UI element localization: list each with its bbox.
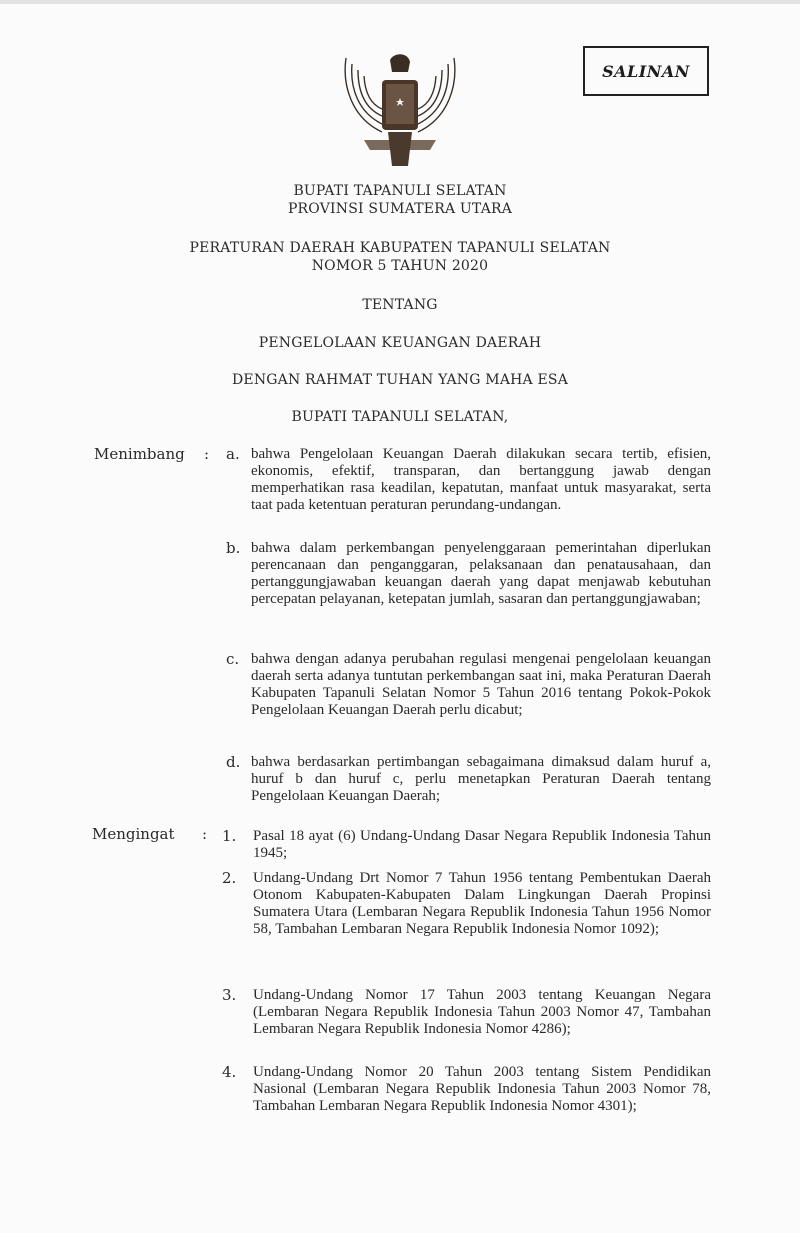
item-marker: d. [226, 753, 241, 771]
mengingat-item-1: Pasal 18 ayat (6) Undang-Undang Dasar Negara Republik Indonesia Tahun 1945; [253, 828, 711, 861]
menimbang-label: Menimbang [94, 445, 185, 463]
invocation: DENGAN RAHMAT TUHAN YANG MAHA ESA [231, 372, 569, 388]
issuer-province: PROVINSI SUMATERA UTARA [287, 201, 513, 217]
item-marker: b. [226, 539, 241, 557]
scan-edge [0, 0, 800, 4]
menimbang-item-c: bahwa dengan adanya perubahan regulasi mengenai pengelolaan keuangan daerah serta adanya tuntutan perkembangan saat ini, maka Peraturan Daerah Kabupaten Tapanuli Selatan Nomor 5 Tahun 2016 tentang Pokok-Pokok Pengelolaan Keuangan Daerah perlu dicabut; [251, 651, 711, 718]
regulation-title: PERATURAN DAERAH KABUPATEN TAPANULI SELATAN [189, 240, 611, 256]
about-heading: TENTANG [362, 297, 438, 313]
menimbang-colon: : [204, 445, 210, 463]
item-marker: 3. [222, 986, 237, 1004]
issuer-title: BUPATI TAPANULI SELATAN [293, 183, 507, 199]
item-marker: c. [226, 650, 240, 668]
mengingat-colon: : [202, 825, 208, 843]
item-marker: 4. [222, 1063, 237, 1081]
mengingat-item-2: Undang-Undang Drt Nomor 7 Tahun 1956 tentang Pembentukan Daerah Otonom Kabupaten-Kabupaten Dalam Lingkungan Daerah Propinsi Sumatera Utara (Lembaran Negara Republik Indonesia Tahun 1956 Nomor 58, Tambahan Lembaran Negara Republik Indonesia Nomor 1092); [253, 870, 711, 937]
menimbang-item-a: bahwa Pengelolaan Keuangan Daerah dilakukan secara tertib, efisien, ekonomis, efektif, transparan, dan bertanggung jawab dengan memperhatikan rasa keadilan, kepatutan, manfaat untuk masyarakat, serta taat pada ketentuan peraturan perundang-undangan. [251, 446, 711, 513]
authority-heading: BUPATI TAPANULI SELATAN, [291, 409, 509, 425]
garuda-emblem-icon [338, 46, 462, 174]
item-marker: a. [226, 445, 240, 463]
salinan-stamp: SALINAN [583, 46, 709, 96]
mengingat-item-3: Undang-Undang Nomor 17 Tahun 2003 tentang Keuangan Negara (Lembaran Negara Republik Indonesia Tahun 2003 Nomor 47, Tambahan Lembaran Negara Republik Indonesia Nomor 4286); [253, 987, 711, 1037]
regulation-number: NOMOR 5 TAHUN 2020 [311, 258, 489, 274]
item-marker: 1. [222, 827, 237, 845]
regulation-subject: PENGELOLAAN KEUANGAN DAERAH [258, 335, 542, 351]
item-marker: 2. [222, 869, 237, 887]
menimbang-item-b: bahwa dalam perkembangan penyelenggaraan pemerintahan diperlukan perencanaan dan penganggaran, pelaksanaan dan penatausahaan, dan pertanggungjawaban keuangan daerah yang dapat menjawab kebutuhan percepatan pelayanan, ketepatan jumlah, sasaran dan pertanggungjawaban; [251, 540, 711, 607]
mengingat-item-4: Undang-Undang Nomor 20 Tahun 2003 tentang Sistem Pendidikan Nasional (Lembaran Negara Republik Indonesia Tahun 2003 Nomor 78, Tambahan Lembaran Negara Republik Indonesia Nomor 4301); [253, 1064, 711, 1114]
mengingat-label: Mengingat [92, 825, 175, 843]
menimbang-item-d: bahwa berdasarkan pertimbangan sebagaimana dimaksud dalam huruf a, huruf b dan huruf c, perlu menetapkan Peraturan Daerah tentang Pengelolaan Keuangan Daerah; [251, 754, 711, 804]
